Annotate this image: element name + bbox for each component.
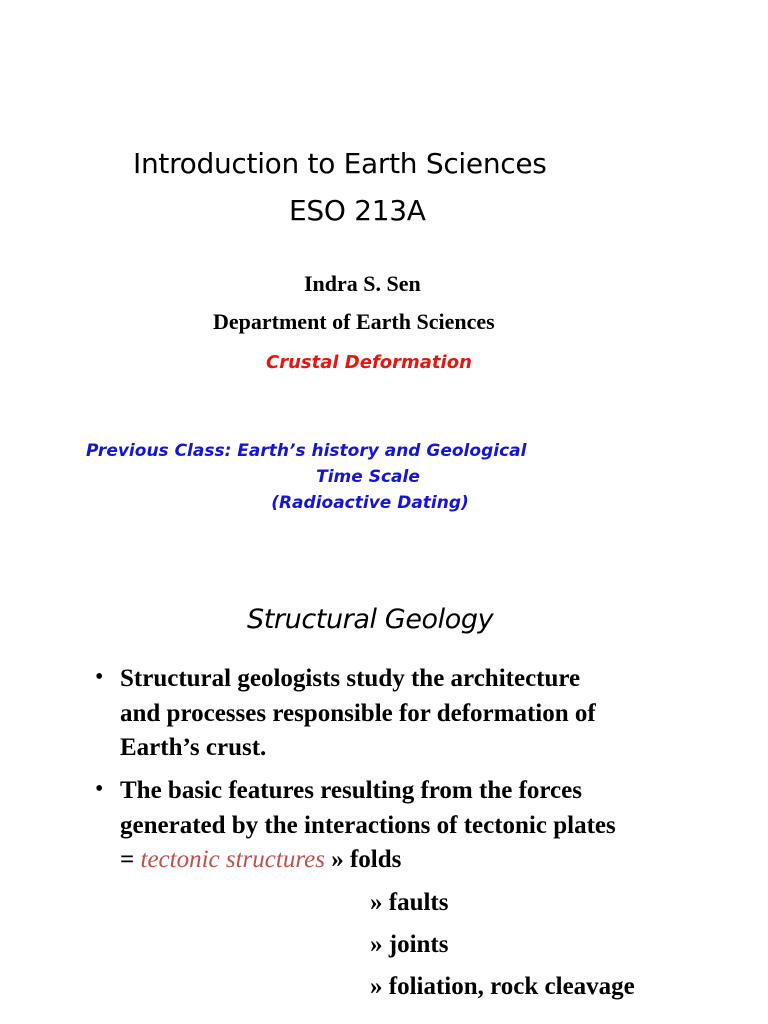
bullet2-line1: The basic features resulting from the forces [120,777,582,804]
department-name: Department of Earth Sciences [213,309,495,334]
bullet-dot: • [95,776,104,802]
course-code: ESO 213A [289,194,426,227]
lecture-topic: Crustal Deformation [266,352,472,373]
previous-class-line1: Previous Class: Earth’s history and Geological [86,441,527,461]
author-name: Indra S. Sen [304,271,421,296]
bullet1-line1: Structural geologists study the architecture [120,665,581,692]
bullet2-line3 [120,843,401,877]
section-title: Structural Geology [247,604,494,635]
bullet-dot: • [95,664,104,690]
previous-class-line2: Time Scale [316,467,420,487]
bullet1-line2: and processes responsible for deformation of [120,700,596,727]
sub-item-joints: » joints [370,931,449,958]
sub-item-faults: » faults [370,889,449,916]
sub-item-foliation: » foliation, rock cleavage [370,973,635,1000]
sub-item-folds: » folds [331,846,402,873]
course-title: Introduction to Earth Sciences [133,147,547,180]
equals-sign: = [120,846,135,873]
previous-class-line3: (Radioactive Dating) [271,493,469,513]
bullet1-line3: Earth’s crust. [120,734,267,761]
tectonic-structures-highlight: tectonic structures [140,846,325,873]
bullet2-line2: generated by the interactions of tectonic plates [120,812,616,839]
